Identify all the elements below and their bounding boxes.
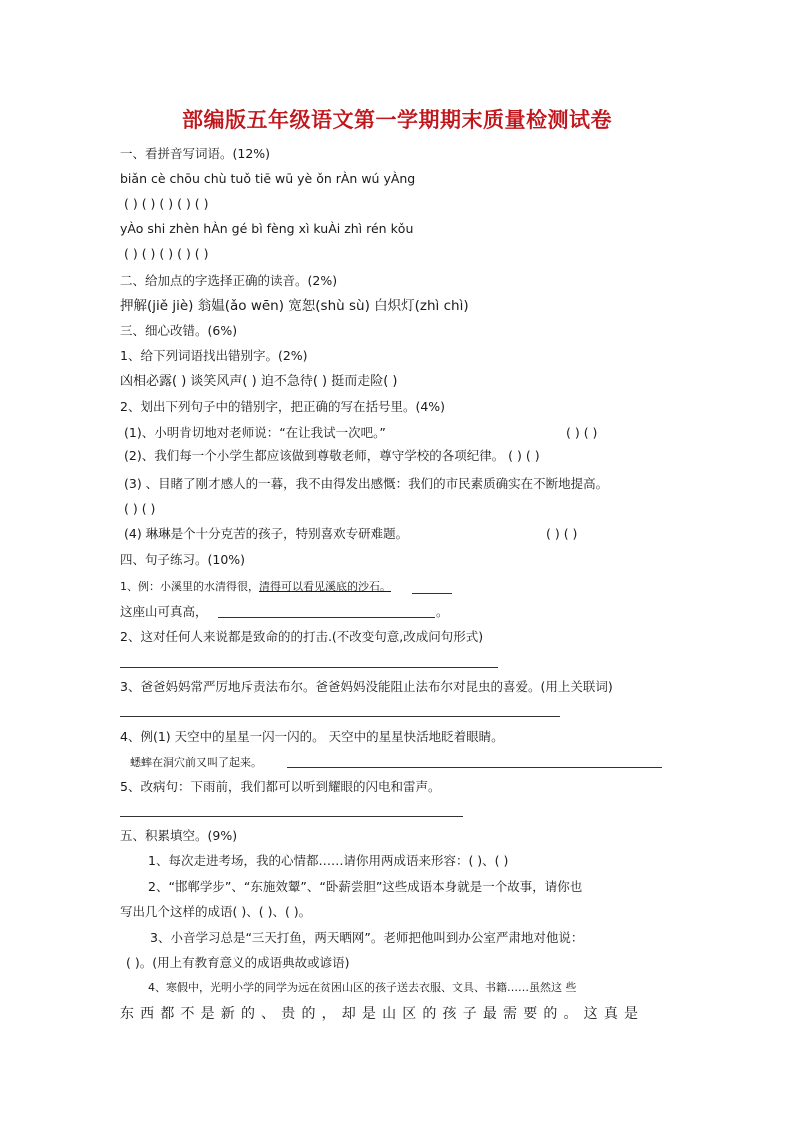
sentence-3-2-1: (1)、小明肯切地对老师说：“在让我试一次吧。”: [124, 425, 386, 440]
sentence-3-2-4: (4) 琳琳是个十分克苦的孩子，特别喜欢专研难题。: [124, 526, 409, 541]
pinyin-row-2: yÀo shi zhèn hÀn gé bì fèng xì kuÀi zhì rén kǒu: [120, 221, 414, 236]
question-4-4-task: 蟋蟀在洞穴前又叫了起来。: [130, 756, 262, 769]
answer-line-4-1[interactable]: [218, 617, 435, 618]
answer-blanks-row-1[interactable]: ( ) ( ) ( ) ( ) ( ): [124, 196, 209, 211]
pinyin-row-1: biǎn cè chōu chù tuǒ tiē wū yè ǒn rÀn wú yÀng: [120, 171, 416, 186]
wrong-character-words: 凶相必露( ) 谈笑风声( ) 迫不急待( ) 挺而走险( ): [120, 374, 398, 389]
example-sentence: 1、例：小溪里的水清得很，: [120, 580, 259, 593]
section-1-heading: 一、看拼音写词语。(12%): [120, 146, 271, 161]
question-5-4-line-1: 4、寒假中，光明小学的同学为远在贫困山区的孩子送去衣服、文具、书籍……虽然这 些: [148, 981, 577, 994]
answer-blanks-3-2-1[interactable]: ( ) ( ): [566, 425, 598, 440]
question-5-2-line-1: 2、“邯郸学步”、“东施效颦”、“卧薪尝胆”这些成语本身就是一个故事，请你也: [148, 879, 583, 894]
period-mark: 。: [436, 604, 449, 619]
question-5-3-line-2: ( )。(用上有教育意义的成语典故或谚语): [126, 955, 350, 970]
answer-line-4-5[interactable]: [120, 816, 463, 817]
question-4-4: 4、例(1) 天空中的星星一闪一闪的。 天空中的星星快活地眨着眼睛。: [120, 729, 504, 744]
answer-line-4-3[interactable]: [120, 716, 560, 717]
answer-blanks-row-2[interactable]: ( ) ( ) ( ) ( ) ( ): [124, 246, 209, 261]
section-2-heading: 二、给加点的字选择正确的读音。(2%): [120, 273, 338, 288]
example-underlined: 清得可以看见溪底的沙石。: [259, 580, 391, 593]
question-4-3: 3、爸爸妈妈常严厉地斥责法布尔。爸爸妈妈没能阻止法布尔对昆虫的喜爱。(用上关联词): [120, 679, 613, 694]
section-3-heading: 三、细心改错。(6%): [120, 323, 238, 338]
question-5-3-line-1: 3、小音学习总是“三天打鱼，两天晒网”。老师把他叫到办公室严肃地对他说：: [150, 930, 584, 945]
section-5-heading: 五、积累填空。(9%): [120, 828, 238, 843]
question-4-2: 2、这对任何人来说都是致命的的打击.(不改变句意,改成问句形式): [120, 629, 484, 644]
section-4-heading: 四、句子练习。(10%): [120, 552, 246, 567]
answer-line-4-4[interactable]: [287, 767, 662, 768]
page-title: 部编版五年级语文第一学期期末质量检测试卷: [182, 107, 612, 132]
answer-blanks-3-2-4[interactable]: ( ) ( ): [546, 526, 578, 541]
answer-blanks-3-2-3[interactable]: ( ) ( ): [124, 501, 156, 516]
sentence-3-2-3: (3) 、目睹了刚才感人的一暮，我不由得发出感慨：我们的市民素质确实在不断地提高。: [124, 476, 609, 491]
pronunciation-question: 押解(jiě jiè) 翁媪(ǎo wēn) 宽恕(shù sù) 白炽灯(zhì chì): [120, 298, 469, 314]
question-5-2-line-2: 写出几个这样的成语( )、( )、( )。: [120, 904, 312, 919]
question-4-1-example: [120, 579, 391, 595]
question-5-4-line-2: 东西都不是新的、贵的，却是山区的孩子最需要的。这真是: [120, 1006, 640, 1022]
question-5-1: 1、每次走进考场，我的心情都……请你用两成语来形容：( )、( ): [148, 853, 509, 868]
question-4-5: 5、改病句：下雨前，我们都可以听到耀眼的闪电和雷声。: [120, 779, 441, 794]
question-3-1: 1、给下列词语找出错别字。(2%): [120, 348, 308, 363]
question-3-2: 2、划出下列句子中的错别字，把正确的写在括号里。(4%): [120, 399, 446, 414]
example-underline-extension: [412, 593, 452, 594]
sentence-3-2-2: (2)、我们每一个小学生都应该做到尊敬老师，尊守学校的各项纪律。 ( ) ( ): [124, 448, 540, 463]
answer-line-4-2[interactable]: [120, 667, 498, 668]
question-4-1-task: 这座山可真高，: [120, 604, 208, 619]
